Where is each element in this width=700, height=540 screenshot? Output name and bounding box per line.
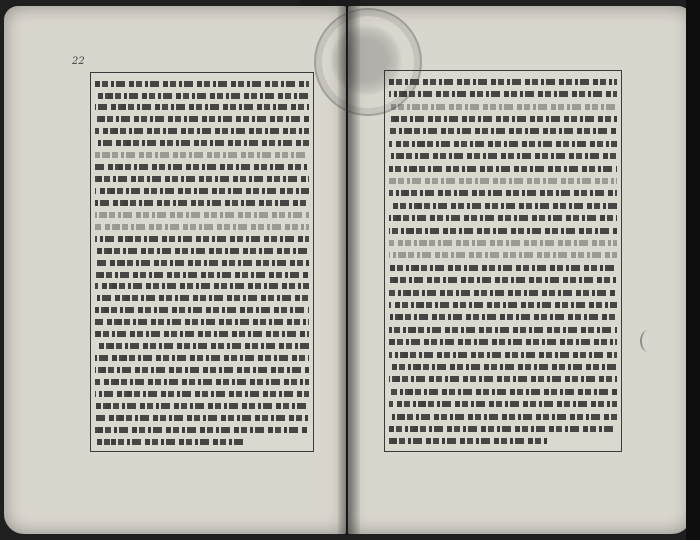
manuscript-line	[95, 295, 309, 301]
manuscript-line	[95, 391, 309, 397]
right-text-block	[384, 70, 622, 452]
manuscript-line	[95, 104, 309, 110]
seal-stamp-icon	[314, 8, 422, 116]
manuscript-line	[389, 414, 617, 420]
manuscript-line	[389, 203, 617, 209]
manuscript-line	[389, 252, 617, 258]
manuscript-line	[389, 141, 617, 147]
folio-number: 22	[72, 56, 85, 67]
margin-mark	[640, 330, 656, 352]
manuscript-line	[389, 438, 549, 444]
manuscript-line	[95, 93, 309, 99]
manuscript-line	[389, 265, 617, 271]
manuscript-line	[95, 236, 309, 242]
manuscript-line	[389, 339, 617, 345]
scan-edge	[686, 0, 700, 540]
manuscript-line	[95, 379, 309, 385]
manuscript-line	[95, 128, 309, 134]
manuscript-line	[389, 153, 617, 159]
manuscript-line	[389, 290, 617, 296]
manuscript-line	[95, 319, 309, 325]
manuscript-line	[389, 178, 617, 184]
manuscript-line	[95, 331, 309, 337]
manuscript-line	[95, 403, 309, 409]
manuscript-line	[95, 343, 309, 349]
manuscript-line	[95, 212, 309, 218]
manuscript-line	[389, 364, 617, 370]
manuscript-line	[389, 128, 617, 134]
manuscript-line	[389, 314, 617, 320]
manuscript-line	[95, 248, 309, 254]
manuscript-line	[95, 200, 309, 206]
right-text-lines	[389, 75, 617, 447]
manuscript-line	[389, 190, 617, 196]
manuscript-line	[389, 240, 617, 246]
seal-center	[330, 24, 402, 96]
manuscript-line	[95, 176, 309, 182]
manuscript-line	[389, 401, 617, 407]
manuscript-line	[95, 355, 309, 361]
manuscript-line	[389, 426, 617, 432]
manuscript-line	[389, 215, 617, 221]
manuscript-line	[389, 228, 617, 234]
manuscript-line	[95, 367, 309, 373]
manuscript-line	[389, 104, 617, 110]
left-text-block	[90, 72, 314, 452]
left-text-lines	[95, 77, 309, 447]
manuscript-line	[95, 427, 309, 433]
manuscript-line	[95, 81, 309, 87]
manuscript-line	[95, 152, 309, 158]
manuscript-line	[95, 164, 309, 170]
manuscript-line	[95, 272, 309, 278]
manuscript-line	[95, 415, 309, 421]
manuscript-line	[389, 352, 617, 358]
manuscript-line	[95, 140, 309, 146]
manuscript-line	[95, 260, 309, 266]
manuscript-line	[95, 224, 309, 230]
manuscript-line	[389, 116, 617, 122]
manuscript-line	[95, 188, 309, 194]
manuscript-line	[95, 116, 309, 122]
manuscript-line	[389, 91, 617, 97]
manuscript-line	[389, 376, 617, 382]
manuscript-line	[95, 283, 309, 289]
manuscript-line	[389, 327, 617, 333]
manuscript-line	[389, 79, 617, 85]
manuscript-line	[389, 277, 617, 283]
manuscript-line	[389, 389, 617, 395]
manuscript-line	[95, 439, 245, 445]
manuscript-line	[95, 307, 309, 313]
manuscript-line	[389, 302, 617, 308]
manuscript-line	[389, 166, 617, 172]
